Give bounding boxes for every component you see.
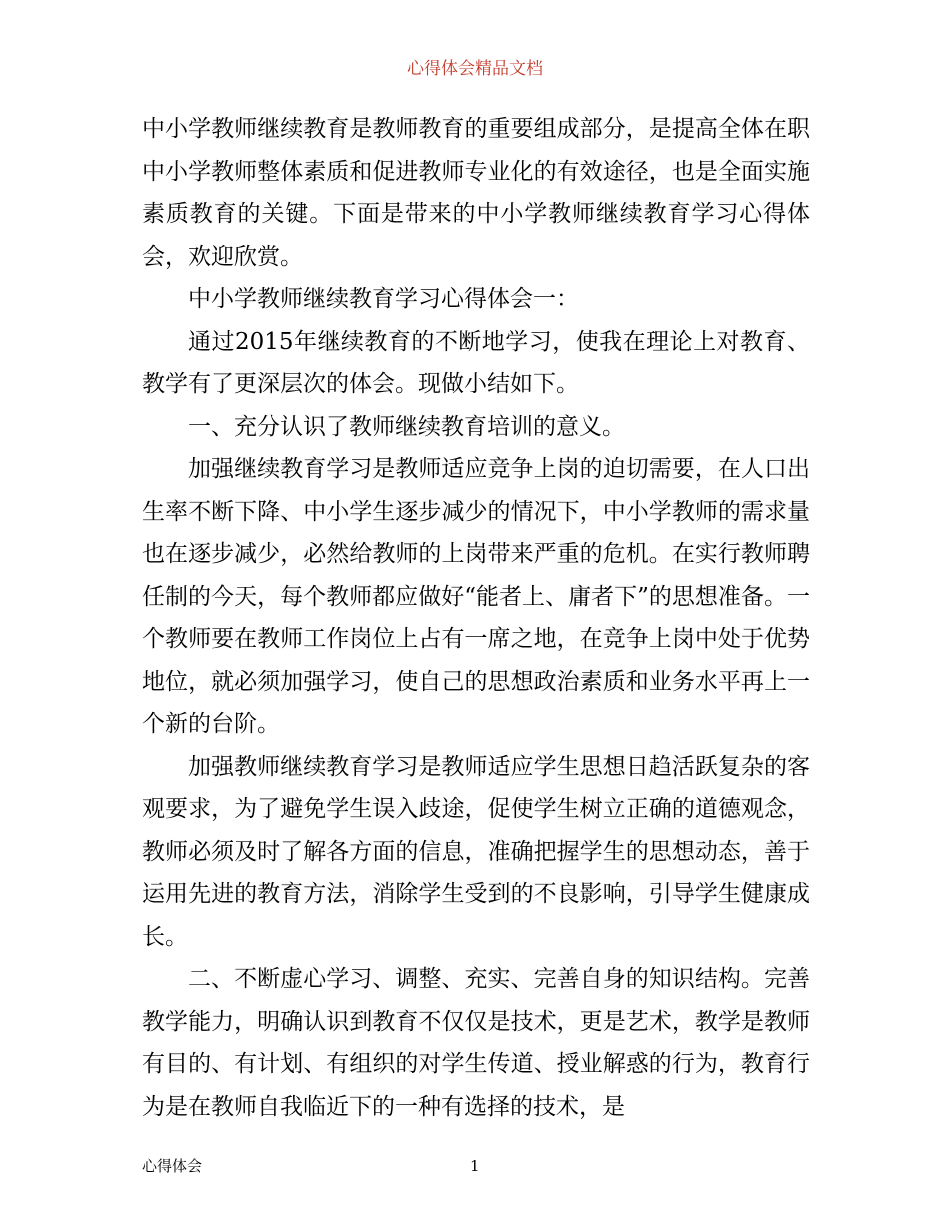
paragraph-competition: 加强继续教育学习是教师适应竞争上岗的迫切需要，在人口出生率不断下降、中小学生逐步减少的情况下，中小学教师的需求量也在逐步减少，必然给教师的上岗带来严重的危机。在实行教师聘任制的今天，每个教师都应做好“能者上、庸者下”的思想准备。一个教师要在教师工作岗位上占有一席之地，在竞争上岗中处于优势地位，就必须加强学习，使自己的思想政治素质和业务水平再上一个新的台阶。 [142, 456, 810, 737]
document-body [142, 108, 810, 1128]
paragraph-summary: 通过2015年继续教育的不断地学习，使我在理论上对教育、教学有了更深层次的体会。现做小结如下。 [142, 328, 810, 397]
document-header-title: 心得体会精品文档 [407, 59, 543, 79]
paragraph-intro: 中小学教师继续教育是教师教育的重要组成部分，是提高全体在职中小学教师整体素质和促进教师专业化的有效途径，也是全面实施素质教育的关键。下面是带来的中小学教师继续教育学习心得体会，欢迎欣赏。 [142, 116, 810, 270]
paragraph-heading-two: 二、不断虚心学习、调整、充实、完善自身的知识结构。完善教学能力，明确认识到教育不仅仅是技术，更是艺术，教学是教师有目的、有计划、有组织的对学生传道、授业解惑的行为，教育行为是在教师自我临近下的一种有选择的技术，是 [142, 966, 810, 1120]
footer-page-number: 1 [470, 1157, 480, 1175]
paragraph-section-title: 中小学教师继续教育学习心得体会一： [188, 286, 579, 312]
footer-label: 心得体会 [142, 1157, 203, 1175]
paragraph-heading-one: 一、充分认识了教师继续教育培训的意义。 [188, 413, 625, 440]
paragraph-student-thought: 加强教师继续教育学习是教师适应学生思想日趋活跃复杂的客观要求，为了避免学生误入歧途，促使学生树立正确的道德观念，教师必须及时了解各方面的信息，准确把握学生的思想动态，善于运用先进的教育方法，消除学生受到的不良影响，引导学生健康成长。 [142, 753, 810, 950]
